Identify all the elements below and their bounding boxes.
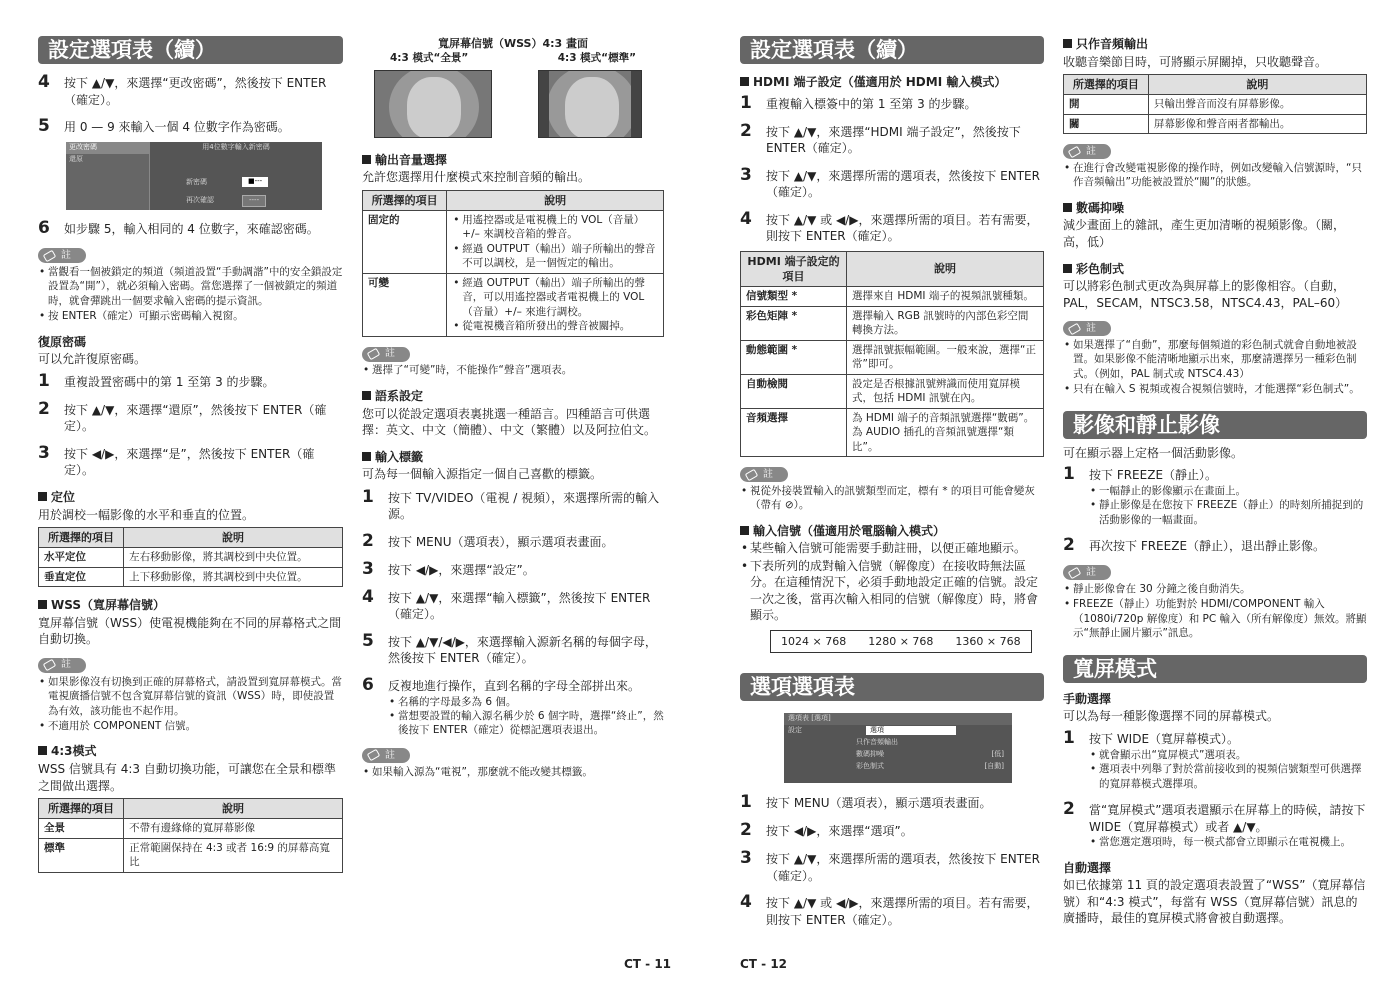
language-heading: 語系設定 (362, 388, 664, 405)
audio-only-heading: 只作音頻輸出 (1063, 36, 1367, 53)
input-label-heading: 輸入標籤 (362, 449, 664, 466)
wss-heading: WSS（寬屏幕信號） (38, 597, 343, 614)
page-number-12: CT - 12 (740, 957, 788, 971)
step-4: 4 按下 ▲/▼，來選擇“更改密碼”，然後按下 ENTER（確定）。 (38, 72, 327, 107)
position-heading: 定位 (38, 489, 343, 506)
input-signal-heading: 輸入信號（僅適用於電腦輸入模式） (740, 523, 1044, 540)
step-5: 5 用 0 — 9 來輸入一個 4 位數字作為密碼。 (38, 116, 290, 137)
options-osd: 選項表 [選項] 設定 選項 只作音頻輸出 數碼抑噪 [低] 彩色制式 [自動] (784, 713, 1012, 783)
mode43-table: 所選擇的項目 說明 全景 不帶有邊緣條的寬屏幕影像 標準 正常範圍保持在 4:3 或者 16:9 的屏幕高寬比 (38, 798, 343, 873)
column-4: 只作音頻輸出 收聽音樂節目時，可將顯示屏關掉，只收聽聲音。 所選擇的項目 說明 開 只輸出聲音而沒有屏幕影像。 關 屏幕影像和聲音兩者都輸出。 註 • 在進行會改變電視影像的操作時，例如改變輸入信號源時，“只作音頻輸出”功能被設置於“關”的狀態。 數碼抑噪 減少畫面上的雜訊，產生更加清晰的視頻影像。（關，高，低） 彩色制式 可以將彩色制式更改為與屏幕上的影像相容。（自動，PAL，SECAM，NTSC3.58，NTSC4.43，PAL–60） 註 • 如果選擇了“自動”，那麼每個頻道的彩色制式就會自動地被設置。如果影像不能清晰地顯示出來，那麼請選擇另一種彩色制式。（例如，PAL 制式或 NTSC4.43） • 只有在輸入 S 視頻或複合視頻信號時，才能選擇“彩色制式”。 影像和靜止影像 可在顯示器上定格一個活動影像。 1 按下 FREEZE（靜止）。 • 一幅靜止的影像顯示在畫面上。 • 靜止影像是在您按下 FREEZE（靜止）的時刻所捕捉到的活動影像的一幅畫面。 2 再次按下 FREEZE（靜止），退出靜止影像。 註 • 靜止影像會在 30 分鐘之後自動消失。 • FREEZE（靜止）功能對於 HDMI/COMPONENT 輸入（1080i/720p 解像度）和 PC 輸入（所有解像度）無效。將顯示“無靜止圖片顯示”訊息。 寬屏模式 手動選擇 可以為每一種影像選擇不同的屏幕模式。 1 按下 WIDE（寬屏幕模式）。 • 就會顯示出“寬屏模式”選項表。 • 選項表中列舉了對於當前接收到的視頻信號類型可供選擇的寬屏幕模式選擇項。 2 當“寬屏模式”選項表還顯示在屏幕上的時候，請按下 WIDE（寬屏幕模式）或者 ▲/▼。 • 當您選定選項時，每一模式都會立即顯示在電視機上。 自動選擇 如已依據第 11 頁的設定選項表設置了“WSS”（寬屏幕信號）和“4:3 模式”，每當有 WSS（寬屏幕信號）訊息的廣播時，最佳的寬屏模式將會被自動選擇。 (1063, 36, 1367, 927)
wide-mode-title: 寬屏模式 (1063, 655, 1367, 683)
noise-reduction-heading: 數碼抑噪 (1063, 200, 1367, 217)
note-icon (1068, 567, 1082, 579)
note-icon (43, 249, 57, 261)
options-menu-title: 選項選項表 (740, 673, 1044, 701)
hdmi-heading: HDMI 端子設定（僅適用於 HDMI 輸入模式） (740, 74, 1044, 91)
page-number-11: CT - 11 (624, 957, 672, 971)
page-title: 設定選項表（續） (38, 36, 343, 64)
column-3: 設定選項表（續） HDMI 端子設定（僅適用於 HDMI 輸入模式） 1 重複輸入標簽中的第 1 至第 3 的步驟。 2 按下 ▲/▼，來選擇“HDMI 端子設定”，然後按下 ENTER（確定）。 3 按下 ▲/▼，來選擇所需的選項表，然後按下 ENTER（確定）。 4 按下 ▲/▼ 或 ◀/▶，來選擇所需的項目。若有需要，則按下 ENTER（確定）。 HDMI 端子設定的項目 說明 信號類型 * 選擇來自 HDMI 端子的視頻訊號種類。 彩色矩陣 * 選擇輸入 RGB 訊號時的內部色彩空間轉換方法。 動態範圍 * 選擇訊號振幅範圍。一般來說，選擇“正常”即可。 自動檢閱 設定是否根據訊號辨識而使用寬屏模式，包括 HDMI 訊號在內。 音頻選擇 為 HDMI 端子的音頻訊號選擇“數碼”。為 AUDIO 插孔的音頻訊號選擇“類比”。 註 • 視從外接裝置輸入的訊號類型而定，標有 * 的項目可能會變灰（帶有 ⊘）。 輸入信號（僅適用於電腦輸入模式） • 某些輸入信號可能需要手動註冊，以便正確地顯示。 • 下表所列的成對輸入信號（解像度）在接收時無法區分。在這種情況下，必須手動地設定正確的信號。設定一次之後，當再次輸入相同的信號（解像度）時，將會顯示。 1024 × 768 1280 × 768 1360 × 768 選項選項表 選項表 [選項] 設定 選項 只作音頻輸出 數碼抑噪 [低] 彩色制式 [自動] 1 按下 MENU（選項表），顯示選項表畫面。 2 按下 ◀/▶，來選擇“選項”。 3 按下 ▲/▼，來選擇所需的選項表，然後按下 ENTER（確定）。 4 按下 ▲/▼ 或 ◀/▶，來選擇所需的項目。若有需要，則按下 ENTER（確定）。 (740, 36, 1044, 928)
volume-table: 所選擇的項目 說明 固定的 • 用遙控器或是電視機上的 VOL（音量）+/– 來調校音箱的聲音。 • 經過 OUTPUT（輸出）端子所輸出的聲音不可以調校，是一個恆定的輸出。 可變 • 經過 OUTPUT（輸出）端子所輸出的聲音，可以用遙控器或者電視機上的 VOL（音量）+/– 來進行調校。 • 從電視機音箱所發出的聲音被關掉。 (362, 190, 664, 337)
audio-only-table: 所選擇的項目 說明 開 只輸出聲音而沒有屏幕影像。 關 屏幕影像和聲音兩者都輸出。 (1063, 74, 1367, 134)
note-icon (367, 749, 381, 761)
color-system-heading: 彩色制式 (1063, 261, 1367, 278)
volume-heading: 輸出音量選擇 (362, 152, 664, 169)
note-icon (43, 659, 57, 671)
note-icon (745, 468, 759, 480)
page-title-2: 設定選項表（續） (740, 36, 1044, 64)
position-table: 所選擇的項目 說明 水平定位 左右移動影像，將其調校到中央位置。 垂直定位 上下移動影像，將其調校到中央位置。 (38, 527, 343, 587)
note-icon (367, 348, 381, 360)
column-1: 設定選項表（續） 4 按下 ▲/▼，來選擇“更改密碼”，然後按下 ENTER（確定）。 5 用 0 — 9 來輸入一個 4 位數字作為密碼。 更改密碼 還原 用4位數字輸入新密碼 新密碼 ■--- 再次確認 ---- 6 如步驟 5，輸入相同的 4 位數字，來確認密碼。 註 • 當觀看一個被鎖定的頻道（頻道設置“手動調諧”中的安全鎖設定設置為“開”），就必須輸入密碼。當您選擇了一個被鎖定的頻道時，就會彈跳出一個要求輸入密碼的提示資訊。 • 按 ENTER（確定）可顯示密碼輸入視窗。 復原密碼 可以允許復原密碼。 1 重複設置密碼中的第 1 至第 3 的步驟。 2 按下 ▲/▼，來選擇“還原”，然後按下 ENTER（確定）。 3 按下 ◀/▶，來選擇“是”，然後按下 ENTER（確定）。 定位 用於調校一幅影像的水平和垂直的位置。 所選擇的項目 說明 水平定位 左右移動影像，將其調校到中央位置。 垂直定位 上下移動影像，將其調校到中央位置。 WSS（寬屏幕信號） 寬屏幕信號（WSS）使電視機能夠在不同的屏幕格式之間自動切換。 註 • 如果影像沒有切換到正確的屏幕格式，請設置到寬屏幕模式。當電視廣播信號不包含寬屏幕信號的資訊（WSS）時，即使設置為有效，該功能也不起作用。 • 不適用於 COMPONENT 信號。 4:3模式 WSS 信號具有 4:3 自動切換功能，可讓您在全景和標準之間做出選擇。 所選擇的項目 說明 全景 不帶有邊緣條的寬屏幕影像 標準 正常範圍保持在 4:3 或者 16:9 的屏幕高寬比 (38, 36, 343, 873)
reset-heading: 復原密碼 (38, 334, 87, 349)
password-screen: 更改密碼 還原 用4位數字輸入新密碼 新密碼 ■--- 再次確認 ---- (66, 142, 322, 210)
note-badge: 註 (38, 248, 86, 263)
freeze-title: 影像和靜止影像 (1063, 411, 1367, 439)
step-6: 6 如步驟 5，輸入相同的 4 位數字，來確認密碼。 (38, 218, 319, 239)
lion-standard-image (538, 70, 642, 138)
note-icon (1068, 322, 1082, 334)
column-2: 寬屏幕信號（WSS）4:3 畫面 4:3 模式“全景” 4:3 模式“標準” 輸出音量選擇 允許您選擇用什麼模式來控制音頻的輸出。 所選擇的項目 說明 固定的 • 用遙控器或是電視機上的 VOL（音量）+/– 來調校音箱的聲音。 • 經過 OUTPUT（輸出）端子所輸出的聲音不可以調校，是一個恆定的輸出。 可變 • 經過 OUTPUT（輸出）端子所輸出的聲音，可以用遙控器或者電視機上的 VOL（音量）+/– 來進行調校。 • 從電視機音箱所發出的聲音被關掉。 註 • 選擇了“可變”時，不能操作“聲音”選項表。 語系設定 您可以從設定選項表裏挑選一種語言。四種語言可供選擇：英文、中文（簡體）、中文（繁體）以及阿拉伯文。 輸入標籤 可為每一個輸入源指定一個自己喜歡的標籤。 1 按下 TV/VIDEO（電視 / 視頻），來選擇所需的輸入源。 2 按下 MENU（選項表），顯示選項表畫面。 3 按下 ◀/▶，來選擇“設定”。 4 按下 ▲/▼，來選擇“輸入標籤”，然後按下 ENTER（確定）。 5 按下 ▲/▼/◀/▶，來選擇輸入源新名稱的每個字母，然後按下 ENTER（確定）。 6 反複地進行操作，直到名稱的字母全部拼出來。 • 名稱的字母最多為 6 個。 • 當想要設置的輸入源名稱少於 6 個字時，選擇“終止”，然後按下 ENTER（確定）從標記選項表退出。 註 • 如果輸入源為“電視”，那麼就不能改變其標籤。 (362, 36, 664, 779)
lion-panorama-image (374, 70, 492, 138)
hdmi-table: HDMI 端子設定的項目 說明 信號類型 * 選擇來自 HDMI 端子的視頻訊號種類。 彩色矩陣 * 選擇輸入 RGB 訊號時的內部色彩空間轉換方法。 動態範圍 * 選擇訊號振幅範圍。一般來說，選擇“正常”即可。 自動檢閱 設定是否根據訊號辨識而使用寬屏模式，包括 HDMI 訊號在內。 音頻選擇 為 HDMI 端子的音頻訊號選擇“數碼”。為 AUDIO 插孔的音頻訊號選擇“類比”。 (740, 251, 1044, 457)
note-icon (1068, 146, 1082, 158)
mode43-heading: 4:3模式 (38, 743, 343, 760)
resolution-box: 1024 × 768 1280 × 768 1360 × 768 (770, 630, 1032, 653)
